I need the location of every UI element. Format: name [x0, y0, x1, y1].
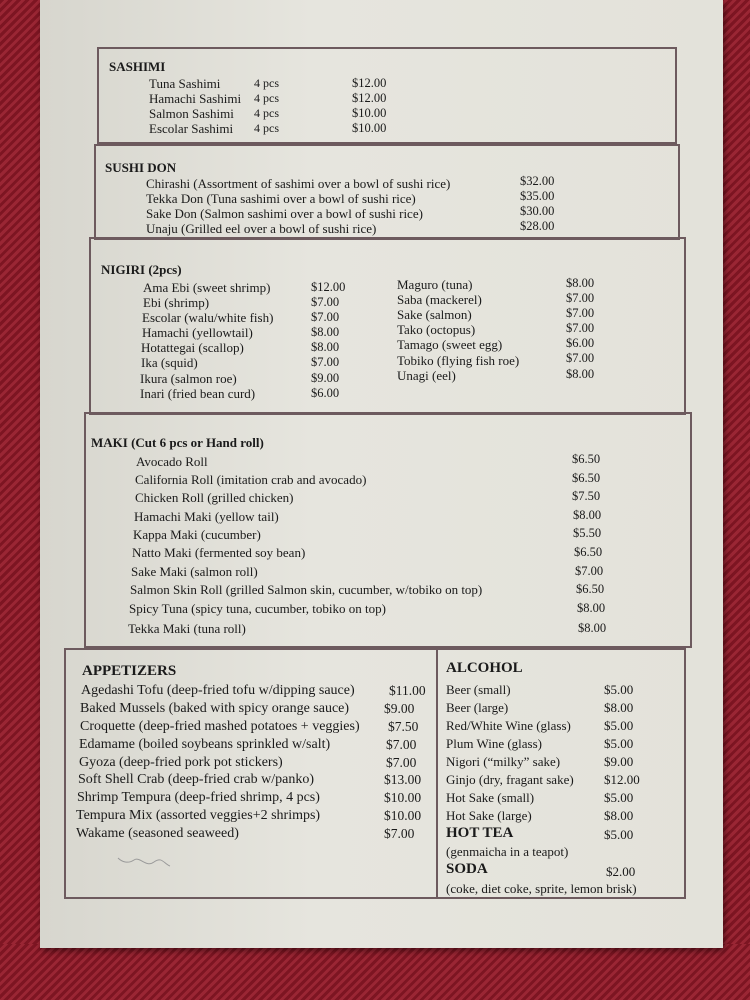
soda-title: SODA	[446, 861, 488, 877]
menu-item-price: $8.00	[578, 621, 607, 635]
menu-item-name: Sake (salmon)	[397, 307, 472, 322]
menu-item-name: Tempura Mix (assorted veggies+2 shrimps)	[76, 808, 321, 823]
menu-item-name: Salmon Skin Roll (grilled Salmon skin, cucumber, w/tobiko on top)	[130, 582, 483, 597]
menu-item-name: Wakame (seasoned seaweed)	[76, 826, 239, 841]
menu-item-name: Chicken Roll (grilled chicken)	[135, 490, 294, 505]
section-title: SUSHI DON	[105, 160, 177, 175]
menu-item-name: Tobiko (flying fish roe)	[397, 353, 520, 368]
menu-item-price: $7.00	[566, 321, 595, 335]
menu-item-price: $7.50	[572, 489, 601, 503]
menu-item-price: $9.00	[311, 371, 340, 385]
menu-cover-left	[0, 0, 44, 1000]
menu-item-price: $6.50	[572, 471, 601, 485]
menu-item-price: $6.00	[566, 336, 595, 350]
menu-item-name: Maguro (tuna)	[397, 277, 473, 292]
section-title: APPETIZERS	[82, 663, 177, 679]
menu-item-price: $6.50	[574, 545, 603, 559]
menu-item-price: $7.00	[386, 755, 417, 770]
menu-item-price: $8.00	[566, 367, 595, 381]
menu-item-name: Tamago (sweet egg)	[397, 337, 503, 352]
menu-page	[40, 0, 723, 948]
menu-item-name: Hot Sake (large)	[446, 808, 532, 823]
menu-item-price: $7.00	[311, 295, 340, 309]
menu-cover-right	[720, 0, 750, 1000]
menu-item-name: Sake Maki (salmon roll)	[131, 564, 258, 579]
menu-item-price: $12.00	[352, 91, 387, 105]
menu-item-name: Nigori (“milky” sake)	[446, 754, 561, 769]
hot-tea-title: HOT TEA	[446, 825, 514, 841]
section-title: NIGIRI (2pcs)	[101, 262, 182, 277]
menu-item-name: Croquette (deep-fried mashed potatoes + veggies)	[80, 719, 360, 734]
soda-price: $2.00	[606, 864, 636, 879]
menu-item-name: Escolar Sashimi	[149, 121, 234, 136]
menu-item-price: $13.00	[384, 772, 422, 787]
menu-item-price: $7.00	[566, 306, 595, 320]
menu-item-name: Edamame (boiled soybeans sprinkled w/salt)	[79, 737, 331, 752]
menu-item-qty: 4 pcs	[254, 121, 279, 135]
section-title: ALCOHOL	[446, 660, 523, 676]
menu-item-price: $5.00	[604, 790, 634, 805]
menu-item-name: Natto Maki (fermented soy bean)	[132, 545, 306, 560]
menu-item-name: Ginjo (dry, fragant sake)	[446, 772, 574, 787]
menu-item-name: Hamachi (yellowtail)	[142, 325, 253, 340]
menu-item-price: $9.00	[604, 754, 634, 769]
menu-item-name: Chirashi (Assortment of sashimi over a bowl of sushi rice)	[146, 176, 451, 191]
menu-item-price: $7.50	[388, 719, 419, 734]
menu-item-price: $8.00	[311, 340, 340, 354]
section-title: MAKI (Cut 6 pcs or Hand roll)	[91, 435, 264, 450]
menu-item-qty: 4 pcs	[254, 106, 279, 120]
menu-item-price: $7.00	[566, 351, 595, 365]
menu-item-price: $10.00	[384, 790, 422, 805]
menu-item-price: $12.00	[604, 772, 640, 787]
menu-item-name: Beer (large)	[446, 700, 509, 715]
menu-item-name: Soft Shell Crab (deep-fried crab w/panko)	[78, 772, 314, 787]
menu-item-name: Shrimp Tempura (deep-fried shrimp, 4 pcs)	[77, 790, 320, 805]
menu-item-name: Gyoza (deep-fried pork pot stickers)	[79, 755, 283, 770]
menu-item-name: Spicy Tuna (spicy tuna, cucumber, tobiko on top)	[129, 601, 386, 616]
menu-item-name: Hamachi Sashimi	[149, 91, 242, 106]
section-title: SASHIMI	[109, 59, 166, 74]
menu-item-name: Red/White Wine (glass)	[446, 718, 571, 733]
menu-item-qty: 4 pcs	[254, 76, 279, 90]
menu-item-price: $6.00	[311, 386, 340, 400]
menu-item-name: California Roll (imitation crab and avocado)	[135, 472, 367, 487]
menu-item-price: $7.00	[311, 310, 340, 324]
alcohol-section	[436, 648, 686, 899]
pen-mark-squiggle	[114, 850, 174, 874]
menu-item-price: $10.00	[352, 121, 387, 135]
menu-item-price: $30.00	[520, 204, 555, 218]
menu-item-price: $28.00	[520, 219, 555, 233]
menu-item-price: $8.00	[566, 276, 595, 290]
maki-section	[84, 412, 692, 648]
menu-item-name: Avocado Roll	[136, 454, 208, 469]
menu-item-price: $9.00	[384, 701, 415, 716]
appetizers-section	[64, 648, 438, 899]
menu-item-name: Ama Ebi (sweet shrimp)	[143, 280, 271, 295]
menu-item-name: Tuna Sashimi	[149, 76, 221, 91]
menu-item-price: $35.00	[520, 189, 555, 203]
menu-item-price: $8.00	[573, 508, 602, 522]
menu-item-name: Tekka Don (Tuna sashimi over a bowl of sushi rice)	[146, 191, 416, 206]
menu-item-price: $7.00	[386, 737, 417, 752]
menu-item-name: Hotattegai (scallop)	[141, 340, 244, 355]
menu-item-qty: 4 pcs	[254, 91, 279, 105]
menu-item-name: Ika (squid)	[141, 355, 198, 370]
menu-item-name: Inari (fried bean curd)	[140, 386, 256, 401]
menu-item-name: Kappa Maki (cucumber)	[133, 527, 261, 542]
menu-item-name: Ebi (shrimp)	[143, 295, 210, 310]
menu-item-name: Hot Sake (small)	[446, 790, 535, 805]
menu-item-name: Salmon Sashimi	[149, 106, 234, 121]
menu-item-price: $5.50	[573, 526, 602, 540]
menu-item-price: $32.00	[520, 174, 555, 188]
menu-cover-bottom	[0, 944, 750, 1000]
menu-item-name: Baked Mussels (baked with spicy orange sauce)	[80, 701, 350, 716]
menu-item-price: $5.00	[604, 682, 634, 697]
menu-item-name: Agedashi Tofu (deep-fried tofu w/dipping sauce)	[81, 683, 355, 698]
menu-item-price: $5.00	[604, 718, 634, 733]
menu-item-price: $8.00	[577, 601, 606, 615]
menu-item-price: $12.00	[352, 76, 387, 90]
menu-item-price: $5.00	[604, 736, 634, 751]
menu-item-price: $7.00	[311, 355, 340, 369]
menu-item-price: $8.00	[311, 325, 340, 339]
menu-item-price: $6.50	[572, 452, 601, 466]
menu-item-name: Unaju (Grilled eel over a bowl of sushi rice)	[146, 221, 377, 236]
menu-item-price: $8.00	[604, 700, 634, 715]
menu-item-price: $11.00	[389, 683, 426, 698]
menu-item-price: $7.00	[566, 291, 595, 305]
menu-item-name: Unagi (eel)	[397, 368, 456, 383]
menu-item-name: Saba (mackerel)	[397, 292, 482, 307]
menu-item-name: Beer (small)	[446, 682, 511, 697]
menu-item-price: $7.00	[384, 826, 415, 841]
menu-item-name: Plum Wine (glass)	[446, 736, 543, 751]
hot-tea-price: $5.00	[604, 827, 634, 842]
menu-item-price: $6.50	[576, 582, 605, 596]
sushi-don-section	[94, 144, 680, 240]
menu-item-name: Tako (octopus)	[397, 322, 476, 337]
hot-tea-note: (genmaicha in a teapot)	[446, 844, 569, 859]
sashimi-section	[97, 47, 677, 144]
menu-item-price: $10.00	[384, 808, 422, 823]
menu-item-name: Escolar (walu/white fish)	[142, 310, 274, 325]
menu-item-price: $7.00	[575, 564, 604, 578]
menu-item-name: Tekka Maki (tuna roll)	[128, 621, 246, 636]
menu-item-price: $8.00	[604, 808, 634, 823]
menu-item-name: Hamachi Maki (yellow tail)	[134, 509, 279, 524]
nigiri-section	[89, 237, 686, 415]
menu-item-name: Ikura (salmon roe)	[140, 371, 237, 386]
soda-note: (coke, diet coke, sprite, lemon brisk)	[446, 881, 637, 896]
menu-item-price: $10.00	[352, 106, 387, 120]
menu-item-price: $12.00	[311, 280, 346, 294]
menu-item-name: Sake Don (Salmon sashimi over a bowl of sushi rice)	[146, 206, 423, 221]
